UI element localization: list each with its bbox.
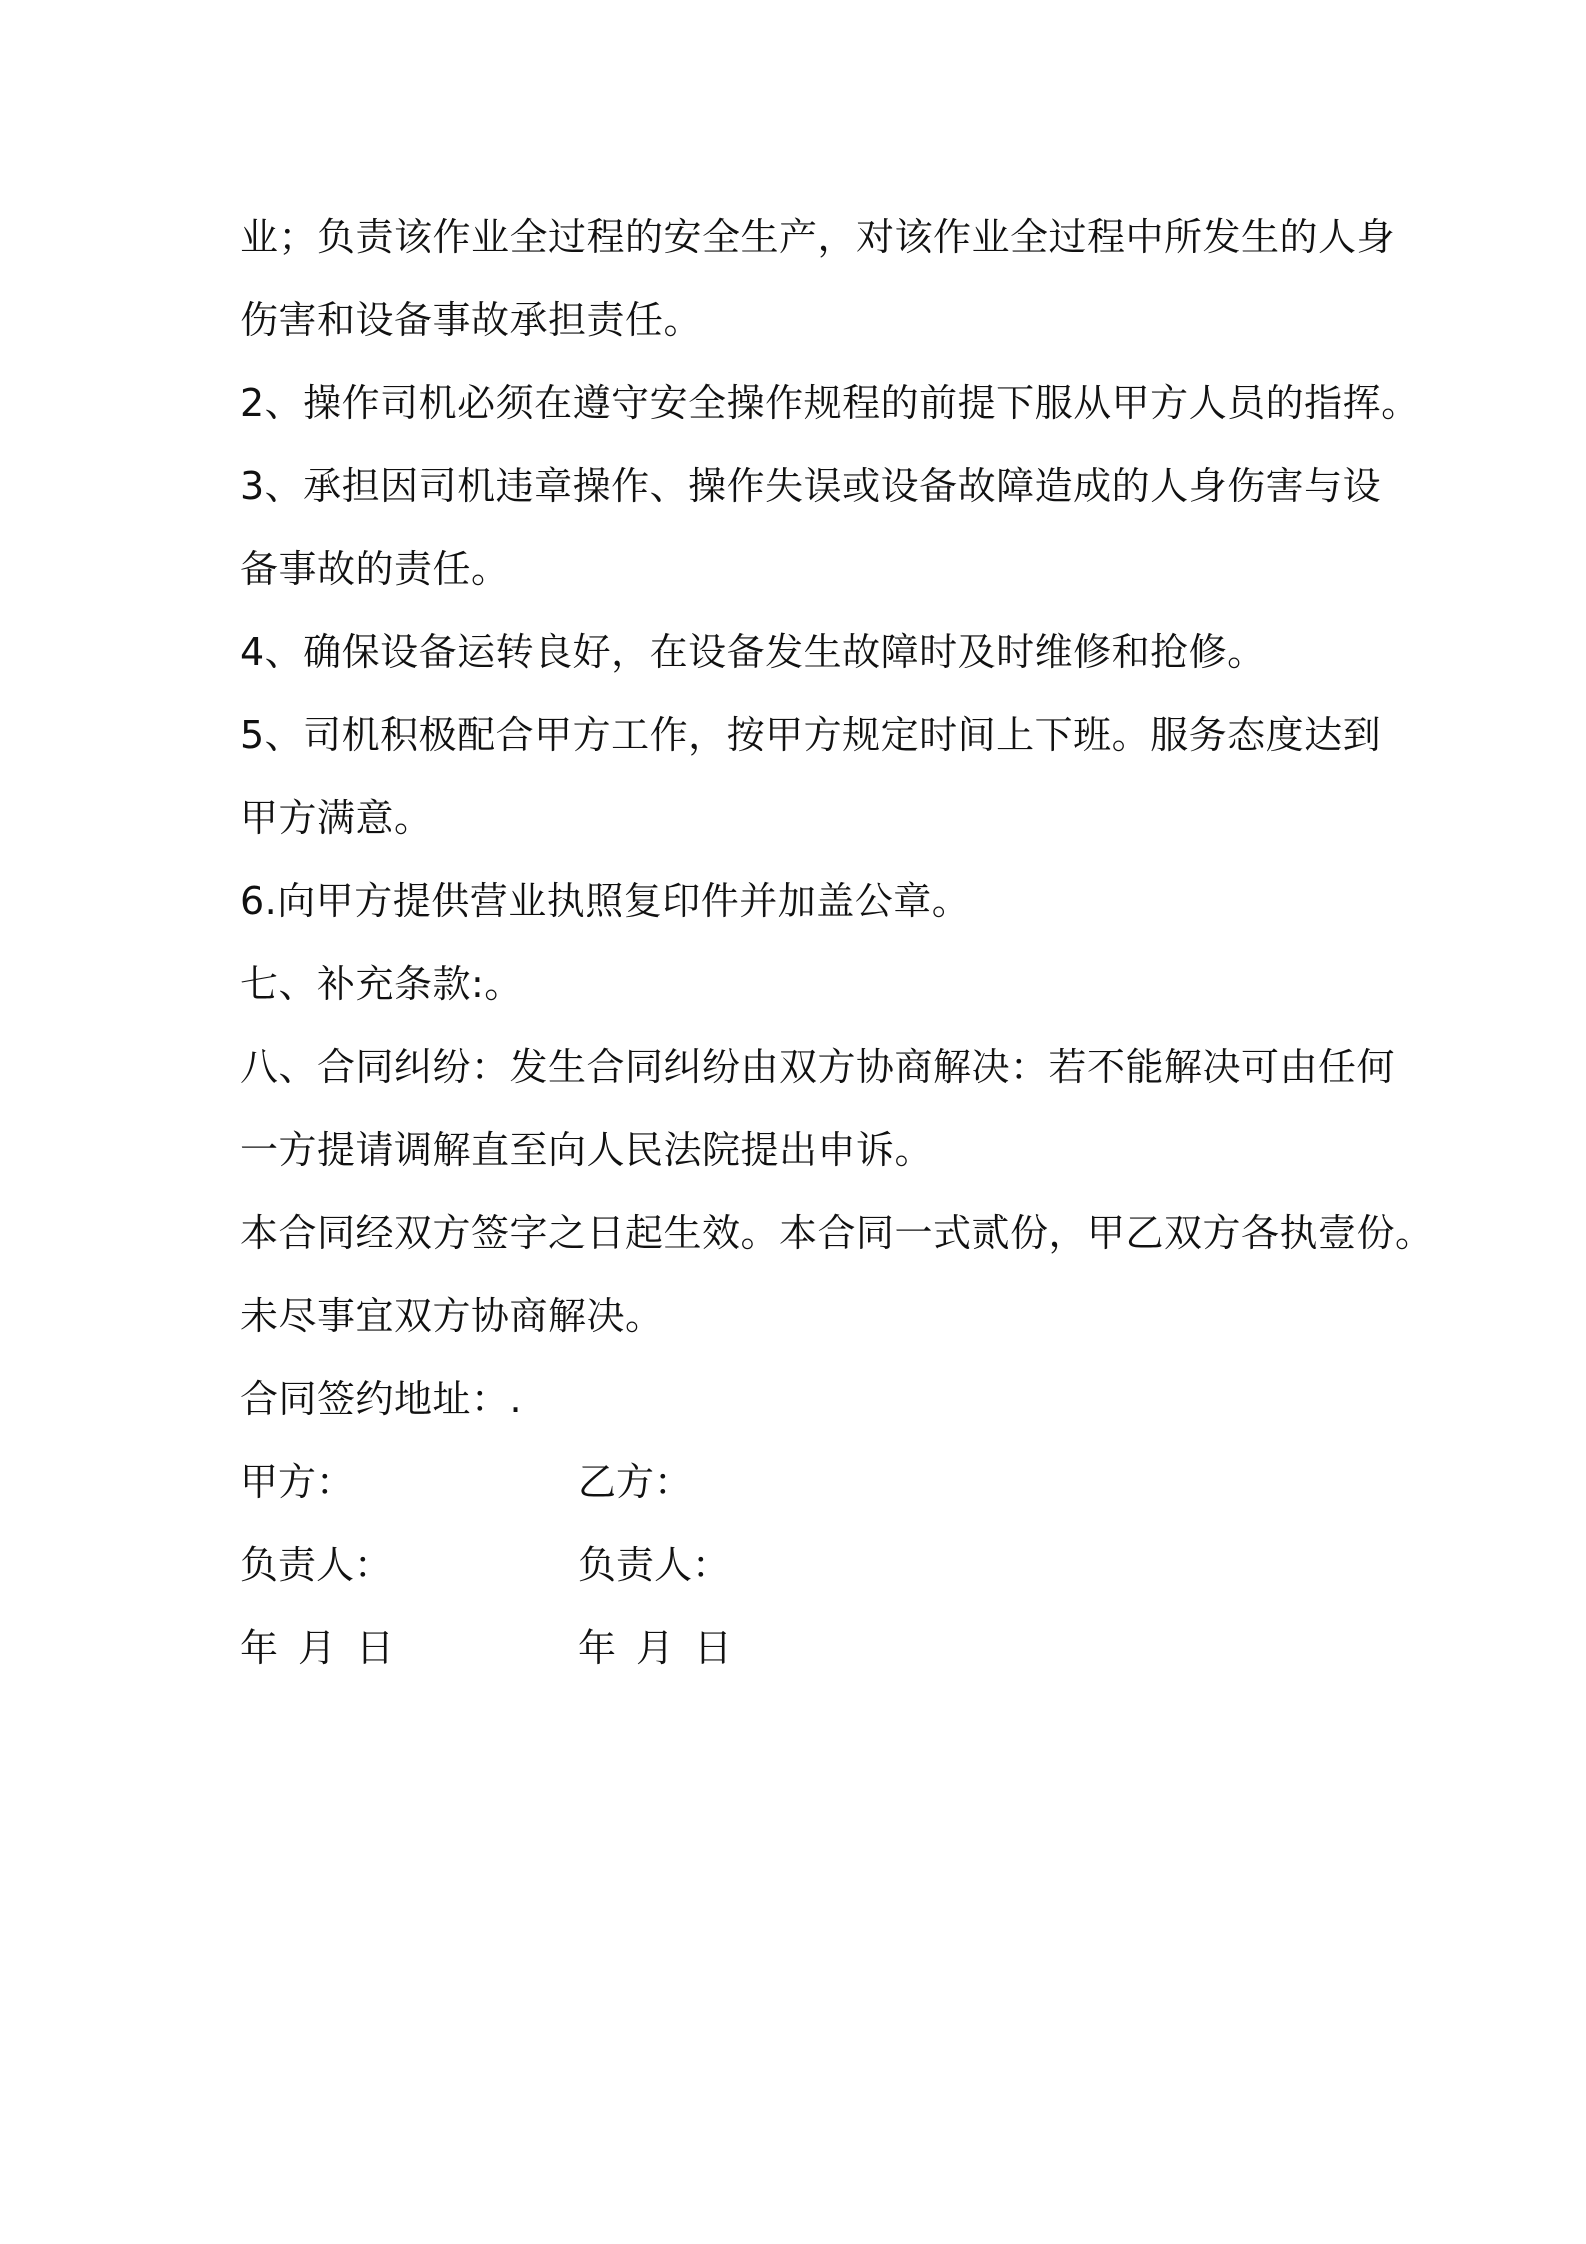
party-row <box>240 1441 1380 1524</box>
text-line: 未尽事宜双方协商解决。 <box>240 1294 664 1338</box>
date-row <box>240 1607 1380 1690</box>
clause-6: 6.向甲方提供营业执照复印件并加盖公章。 <box>240 879 971 923</box>
party-a-label: 甲方： <box>240 1460 355 1504</box>
date-a-day: 日 <box>356 1626 395 1670</box>
date-a-year: 年 <box>240 1626 279 1670</box>
text-line: 备事故的责任。 <box>240 547 510 591</box>
text-line: 业；负责该作业全过程的安全生产，对该作业全过程中所发生的人身 <box>240 215 1396 259</box>
clause-3: 3、承担因司机违章操作、操作失误或设备故障造成的人身伤害与设 <box>240 464 1382 508</box>
responsible-row <box>240 1524 1380 1607</box>
date-b-month: 月 <box>636 1626 675 1670</box>
clause-5: 5、司机积极配合甲方工作，按甲方规定时间上下班。服务态度达到 <box>240 713 1382 757</box>
date-a-month: 月 <box>298 1626 337 1670</box>
effective-clause: 本合同经双方签字之日起生效。本合同一式贰份，甲乙双方各执壹份。 <box>240 1211 1434 1255</box>
date-b-year: 年 <box>578 1626 617 1670</box>
date-b <box>578 1607 732 1690</box>
text-line: 一方提请调解直至向人民法院提出申诉。 <box>240 1128 934 1172</box>
date-b-day: 日 <box>694 1626 733 1670</box>
signing-address: 合同签约地址：. <box>240 1377 523 1421</box>
party-b-label: 乙方： <box>578 1460 693 1504</box>
text-line: 甲方满意。 <box>240 796 433 840</box>
clause-4: 4、确保设备运转良好，在设备发生故障时及时维修和抢修。 <box>240 630 1266 674</box>
section-7-supplementary: 七、补充条款:。 <box>240 962 523 1006</box>
date-a <box>240 1607 394 1690</box>
responsible-a-label: 负责人： <box>240 1543 393 1587</box>
responsible-b-label: 负责人： <box>578 1543 731 1587</box>
section-8-disputes: 八、合同纠纷：发生合同纠纷由双方协商解决：若不能解决可由任何 <box>240 1045 1396 1089</box>
contract-body <box>240 196 1434 1690</box>
clause-2: 2、操作司机必须在遵守安全操作规程的前提下服从甲方人员的指挥。 <box>240 381 1420 425</box>
text-line: 伤害和设备事故承担责任。 <box>240 298 703 342</box>
